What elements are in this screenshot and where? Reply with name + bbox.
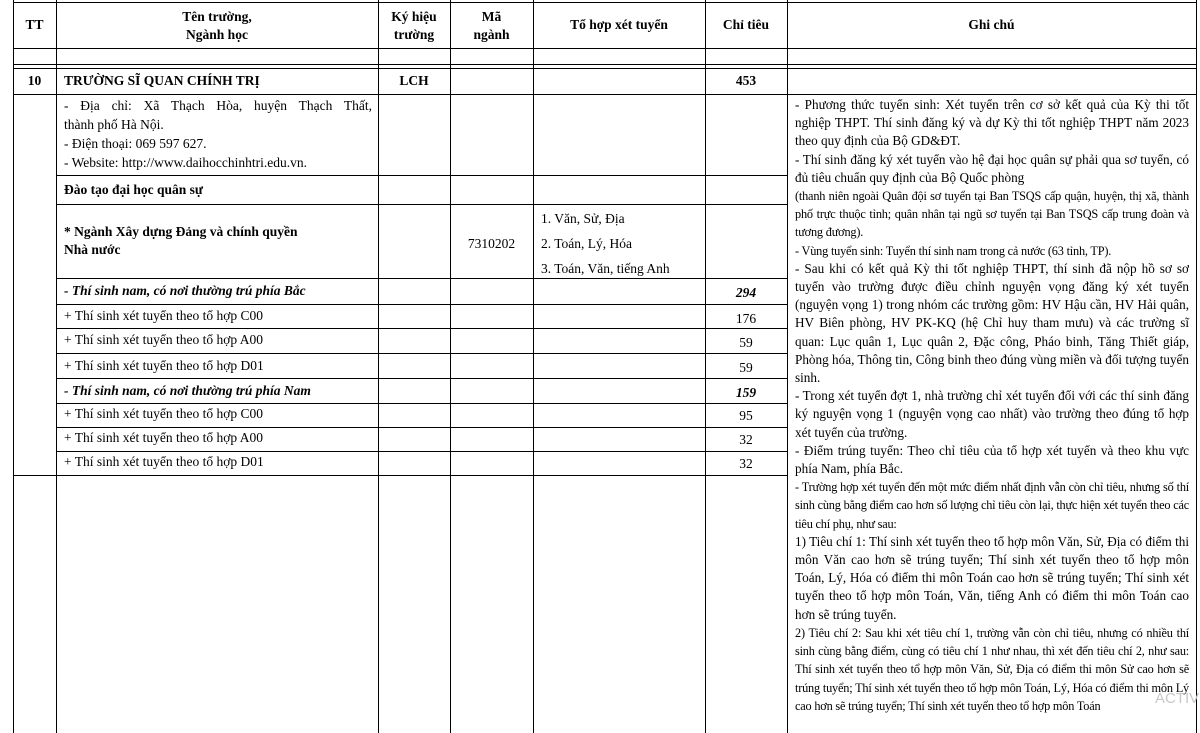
- grid-line: [13, 64, 1196, 65]
- note-paragraph: 1) Tiêu chí 1: Thí sinh xét tuyển theo tổ hợp môn Văn, Sử, Địa có điểm thi môn Văn cao hơn sẽ trúng tuyển; Thí sinh xét tuyển theo tổ hợp môn Toán, Lý, Hóa có điểm thi môn Toán cao hơn sẽ trúng tuyển; Thí sinh xét tuyển theo tổ hợp môn Toán, Văn, tiếng Anh có điểm thi môn Toán cao hơn sẽ trúng tuyển.: [795, 533, 1189, 622]
- school-quota: 453: [735, 73, 757, 88]
- header-major: Ngành học: [186, 27, 248, 42]
- header-code: Mã: [481, 9, 502, 24]
- grid-line: [56, 353, 787, 354]
- grid-line: [1196, 0, 1197, 733]
- header-school: Tên trường,: [182, 9, 252, 24]
- grid-line: [450, 0, 451, 733]
- header-combo: Tổ hợp xét tuyển: [570, 17, 668, 32]
- combo-item: 3. Toán, Văn, tiếng Anh: [541, 261, 670, 276]
- row-quota: 59: [739, 360, 753, 375]
- table-row: + Thí sinh xét tuyển theo tổ hợp C00: [64, 308, 263, 323]
- grid-line: [787, 0, 788, 733]
- group-row-south: - Thí sinh nam, có nơi thường trú phía Nam: [64, 383, 311, 398]
- grid-line: [56, 175, 787, 176]
- grid-line: [13, 2, 1196, 3]
- watermark: ACTIV: [1155, 690, 1200, 707]
- group-quota: 294: [735, 285, 757, 300]
- phone: - Điện thoại: 069 597 627.: [64, 136, 207, 151]
- table-row: + Thí sinh xét tuyển theo tổ hợp D01: [64, 454, 264, 469]
- grid-line: [13, 475, 787, 476]
- table-row: + Thí sinh xét tuyển theo tổ hợp A00: [64, 332, 263, 347]
- note-paragraph: (thanh niên ngoài Quân đội sơ tuyển tại Ban TSQS cấp quận, huyện, thị xã, thành phố trực thuộc tỉnh; quân nhân tại ngũ sơ tuyển tại Ban TSQS cấp trung đoàn và tương đương).: [795, 189, 1189, 240]
- grid-line: [56, 403, 787, 404]
- grid-line: [378, 0, 379, 733]
- training-type: Đào tạo đại học quân sự: [64, 182, 204, 197]
- header-quota: Chỉ tiêu: [722, 17, 770, 32]
- school-name: TRƯỜNG SĨ QUAN CHÍNH TRỊ: [64, 73, 260, 88]
- table-row: + Thí sinh xét tuyển theo tổ hợp C00: [64, 406, 263, 421]
- grid-line: [56, 451, 787, 452]
- grid-line: [13, 94, 1196, 95]
- grid-line: [56, 328, 787, 329]
- grid-line: [13, 48, 1196, 49]
- note-paragraph: - Trường hợp xét tuyển đến một mức điểm nhất định vẫn còn chỉ tiêu, nhưng số thí sinh cùng bằng điểm cao hơn số lượng chỉ tiêu còn lại, thực hiện xét tuyển theo các tiêu chí phụ, như sau:: [795, 480, 1189, 531]
- note-paragraph: - Phương thức tuyển sinh: Xét tuyển trên cơ sở kết quả của Kỳ thi tốt nghiệp THPT. Thí sinh đăng ký và dự Kỳ thi tốt nghiệp THPT năm 2023 theo quy định của Bộ GD&ĐT.: [795, 97, 1189, 149]
- combo-item: 1. Văn, Sử, Địa: [541, 211, 625, 226]
- note-paragraph: - Vùng tuyển sinh: Tuyển thí sinh nam trong cả nước (63 tỉnh, TP).: [795, 243, 1112, 258]
- grid-line: [56, 378, 787, 379]
- grid-line: [56, 0, 57, 733]
- header-notes: Ghi chú: [968, 17, 1015, 32]
- school-symbol: LCH: [399, 73, 429, 88]
- row-quota: 59: [739, 335, 753, 350]
- group-quota: 159: [735, 385, 757, 400]
- note-paragraph: 2) Tiêu chí 2: Sau khi xét tiêu chí 1, trường vẫn còn chỉ tiêu, nhưng có nhiều thí sinh cùng bằng điểm, cùng có tiêu chí 1 như nhau, thì xét đến tiêu chí 2, như sau: Thí sinh xét tuyển theo tổ hợp môn Văn, Sử, Địa có điểm thi môn Sử cao hơn sẽ trúng tuyển; Thí sinh xét tuyển theo tổ hợp môn Toán, Lý, Hóa có điểm thi môn Lý cao hơn sẽ trúng tuyển; Thí sinh xét tuyển theo tổ hợp môn Toán: [795, 625, 1189, 713]
- combo-item: 2. Toán, Lý, Hóa: [541, 236, 633, 251]
- grid-line: [13, 68, 1196, 69]
- header-symbol-2: trường: [393, 27, 435, 42]
- grid-line: [56, 278, 787, 279]
- major-name: * Ngành Xây dựng Đảng và chính quyền: [64, 224, 298, 239]
- grid-line: [56, 204, 787, 205]
- note-paragraph: - Điểm trúng tuyển: Theo chỉ tiêu của tổ hợp xét tuyển và theo khu vực phía Nam, phía Bắc.: [795, 442, 1189, 477]
- group-row-north: - Thí sinh nam, có nơi thường trú phía Bắc: [64, 283, 306, 298]
- grid-line: [56, 427, 787, 428]
- table-row: + Thí sinh xét tuyển theo tổ hợp D01: [64, 358, 264, 373]
- row-quota: 32: [739, 456, 753, 471]
- grid-line: [13, 0, 14, 733]
- note-paragraph: - Thí sinh đăng ký xét tuyển vào hệ đại học quân sự phải qua sơ tuyển, có đủ tiêu chuẩn quy định của Bộ Quốc phòng: [795, 151, 1189, 185]
- header-tt: TT: [25, 17, 44, 32]
- note-paragraph: - Trong xét tuyển đợt 1, nhà trường chỉ xét tuyển đối với các thí sinh đăng ký nguyện vọng 1 (nguyện vọng cao nhất) vào trường theo đúng tổ hợp xét tuyển của trường.: [795, 388, 1189, 440]
- website: - Website: http://www.daihocchinhtri.edu.vn.: [64, 155, 307, 170]
- table-row: + Thí sinh xét tuyển theo tổ hợp A00: [64, 430, 263, 445]
- grid-line: [533, 0, 534, 733]
- school-tt: 10: [27, 73, 42, 88]
- grid-line: [56, 304, 787, 305]
- major-name-2: Nhà nước: [64, 242, 121, 257]
- row-quota: 176: [735, 311, 757, 326]
- address-line: - Địa chỉ: Xã Thạch Hòa, huyện Thạch Thất,: [64, 98, 372, 113]
- address-city: thành phố Hà Nội.: [64, 117, 164, 132]
- header-symbol: Ký hiệu: [391, 9, 437, 24]
- note-paragraph: - Sau khi có kết quả Kỳ thi tốt nghiệp THPT, thí sinh đã nộp hồ sơ sơ tuyển vào trường được điều chỉnh nguyện vọng đăng ký xét tuyển (nguyện vọng 1) trong nhóm các trường gồm: HV Hậu cần, HV Hải quân, HV Biên phòng, HV PK-KQ (hệ Chỉ huy tham mưu) và các trường sĩ quan: Lục quân 1, Lục quân 2, Đặc công, Pháo binh, Tăng Thiết giáp, Phòng hóa, Thông tin, Công binh theo đúng vùng miền và đối tượng tuyển sinh.: [795, 260, 1189, 386]
- major-code: 7310202: [467, 236, 516, 251]
- row-quota: 95: [739, 408, 753, 423]
- row-quota: 32: [739, 432, 753, 447]
- notes-text: [795, 96, 1189, 715]
- header-code-2: ngành: [473, 27, 510, 42]
